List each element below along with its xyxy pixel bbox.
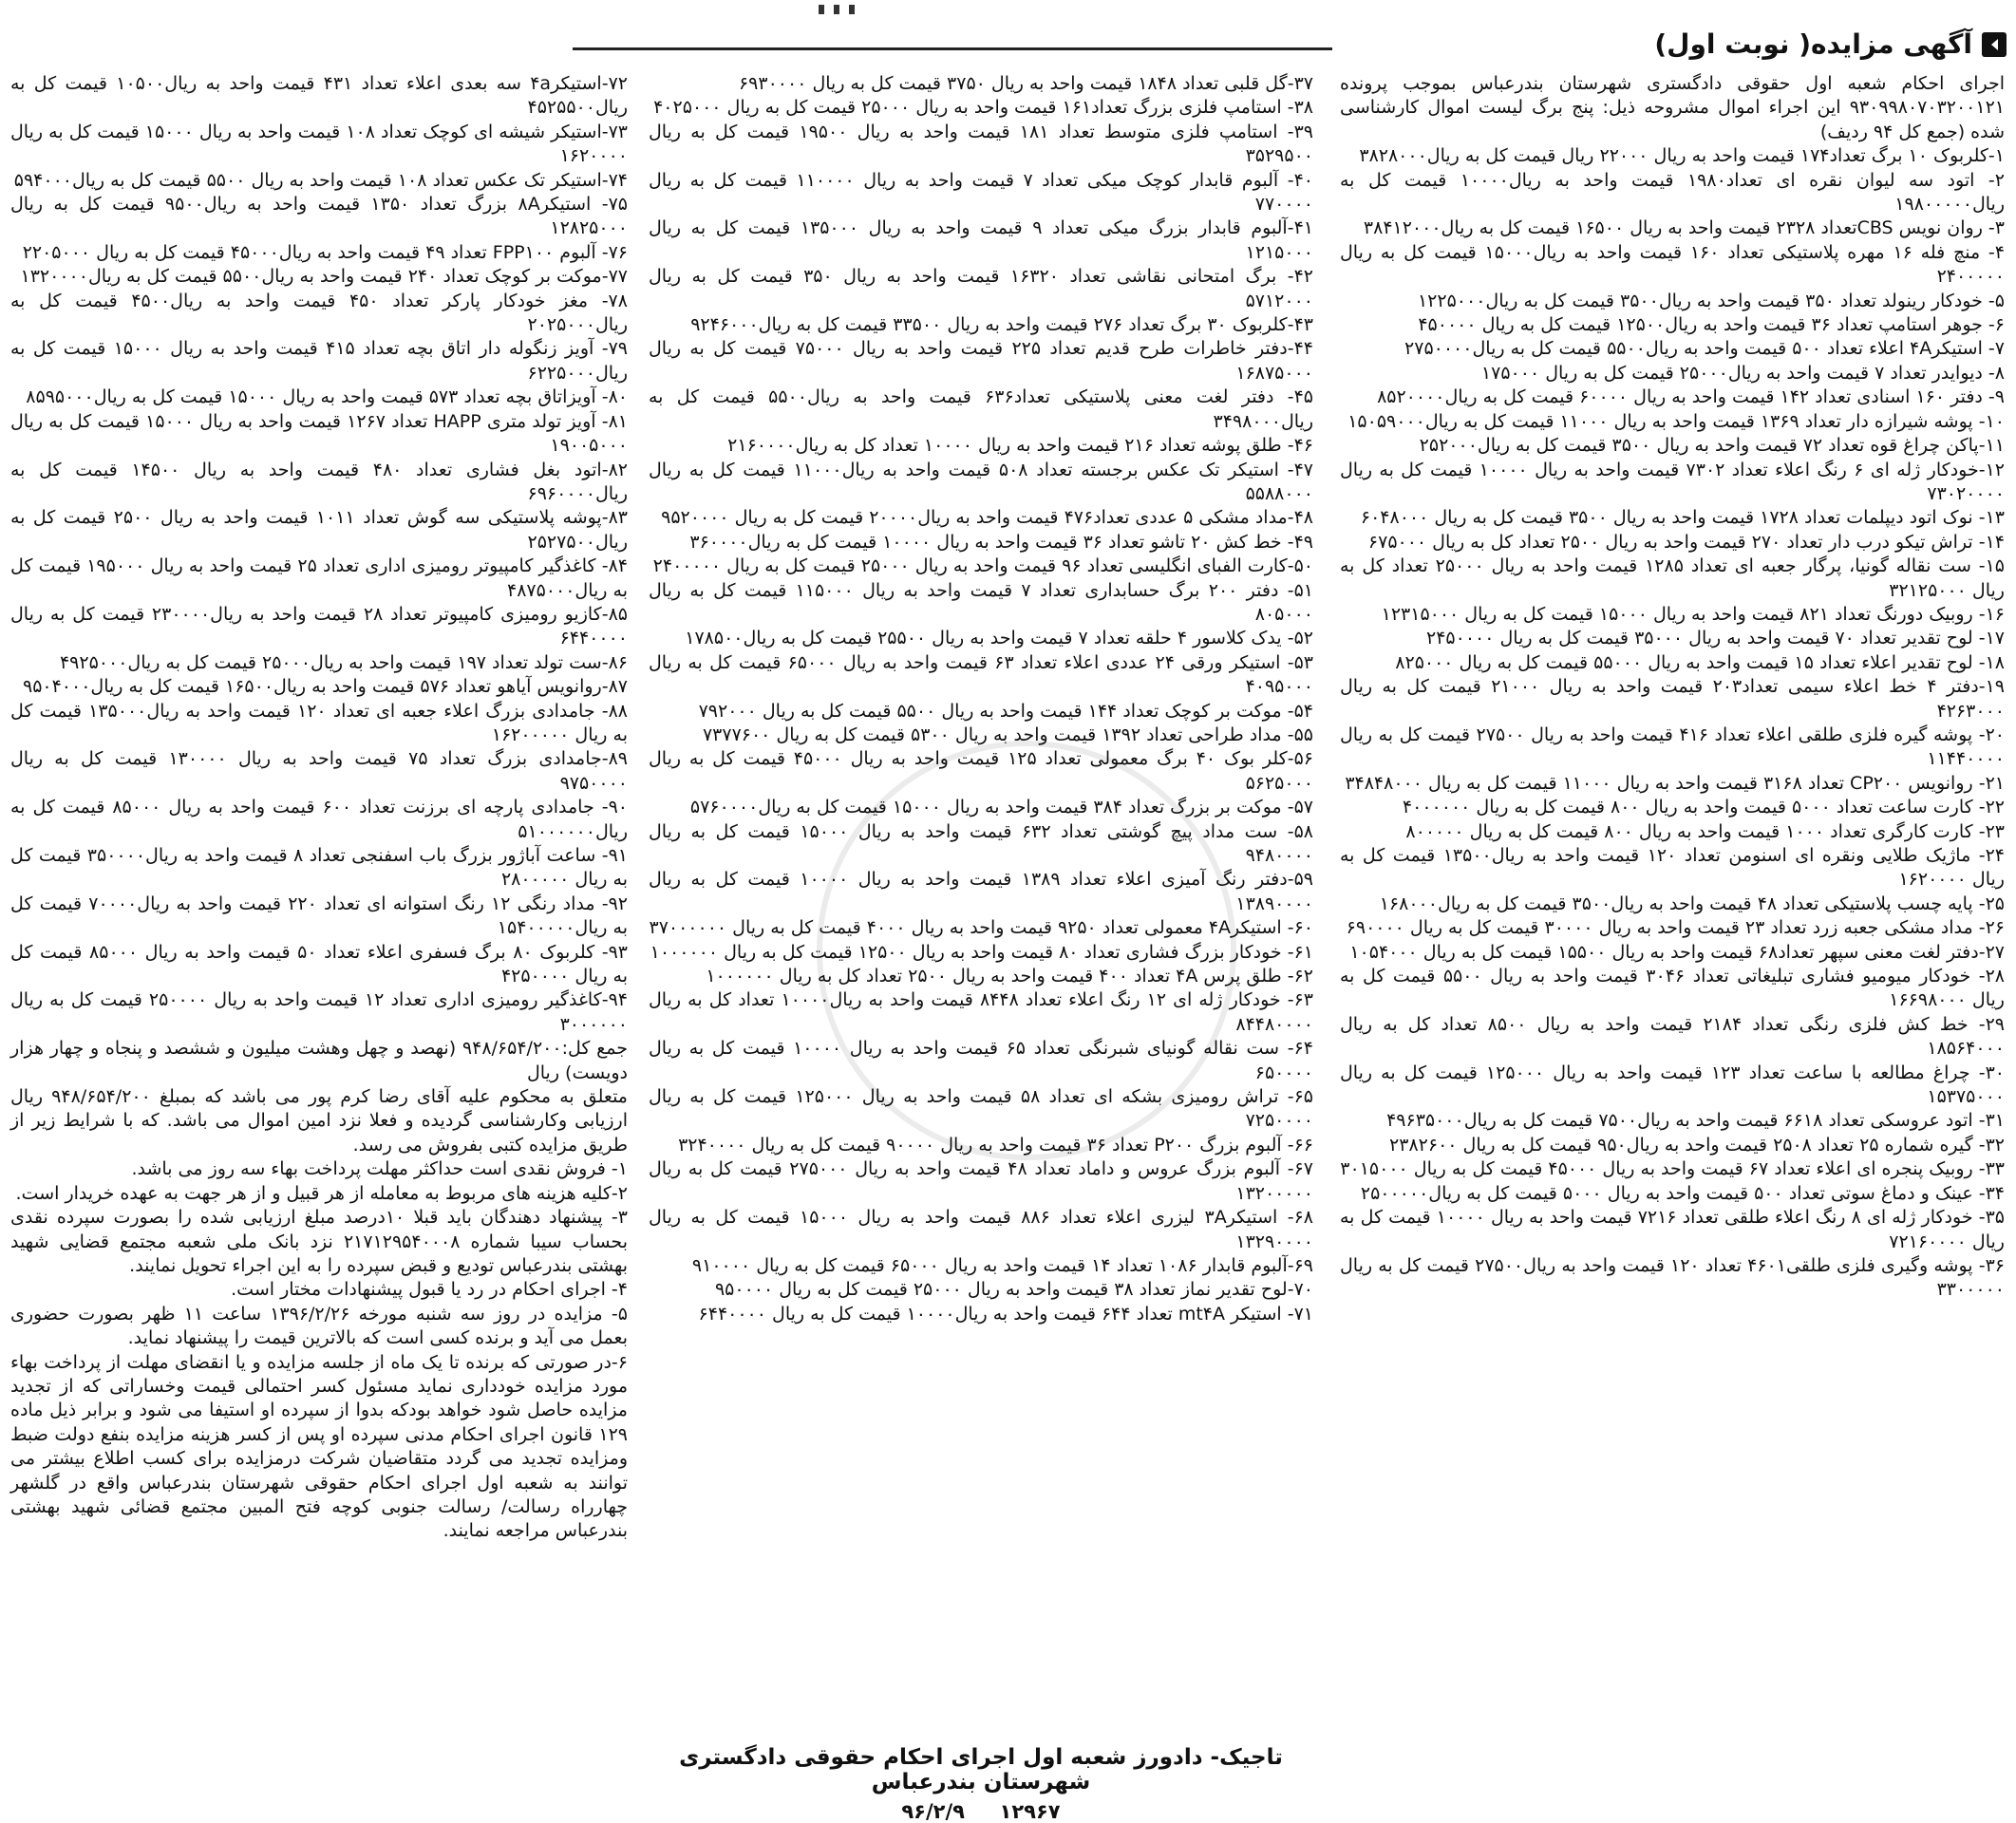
- list-item: ۷۲-استیکر۴a سه بعدی اعلاء تعداد ۴۳۱ قیمت واحد به ریال۱۰۵۰۰ قیمت کل به ریال۴۵۲۵۵۰۰: [10, 73, 628, 119]
- top-cut-marks: [665, 0, 855, 11]
- list-item: ۴۶- طلق پوشه تعداد ۲۱۶ قیمت واحد به ریال ۱۰۰۰۰ تعداد کل به ریال۲۱۶۰۰۰۰: [727, 435, 1313, 457]
- list-item: ۳۹- استامپ فلزی متوسط تعداد ۱۸۱ قیمت واحد به ریال ۱۹۵۰۰ قیمت کل به ریال ۳۵۲۹۵۰۰: [649, 121, 1314, 167]
- list-item: ۳۴- عینک و دماغ سوتی تعداد ۵۰۰ قیمت واحد به ریال ۵۰۰۰ قیمت کل به ریال۲۵۰۰۰۰۰: [1360, 1182, 2005, 1204]
- list-item: ۷- استیکر۴A اعلاء تعداد ۵۰۰ قیمت واحد به ریال۵۵۰۰ قیمت کل به ریال۲۷۵۰۰۰۰: [1404, 338, 2005, 360]
- list-item: ۶۸- استیکر۳A لیزری اعلاء تعداد ۸۸۶ قیمت واحد به ریال ۱۵۰۰۰ قیمت کل به ریال ۱۳۲۹۰۰۰۰: [649, 1207, 1314, 1252]
- list-item: ۷۳-استیکر شیشه ای کوچک تعداد ۱۰۸ قیمت واحد به ریال ۱۵۰۰۰ قیمت کل به ریال ۱۶۲۰۰۰۰: [10, 121, 628, 167]
- footer-ref: ۱۲۹۶۷: [999, 1800, 1061, 1823]
- list-item: ۵۰-کارت الفبای انگلیسی تعداد ۹۶ قیمت واحد به ریال ۲۵۰۰۰ قیمت کل به ریال ۲۴۰۰۰۰۰: [652, 555, 1313, 577]
- list-item: ۱۳- نوک اتود دیپلمات تعداد ۱۷۲۸ قیمت واحد به ریال ۳۵۰۰ قیمت کل به ریال ۶۰۴۸۰۰۰: [1360, 507, 2005, 529]
- list-item: ۶۴- ست نقاله گونیای شبرنگی تعداد ۶۵ قیمت واحد به ریال ۱۰۰۰۰ قیمت کل به ریال ۶۵۰۰۰۰: [649, 1038, 1313, 1083]
- list-item: ۵۲- یدک کلاسور ۴ حلقه تعداد ۷ قیمت واحد به ریال ۲۵۵۰۰ قیمت کل به ریال۱۷۸۵۰۰: [685, 628, 1313, 649]
- list-item: ۵۵- مداد طراحی تعداد ۱۳۹۲ قیمت واحد به ریال ۵۳۰۰ قیمت کل به ریال ۷۳۷۷۶۰۰: [702, 724, 1313, 745]
- list-item: ۳۳- روبیک پنجره ای اعلاء تعداد ۶۷ قیمت واحد به ریال ۴۵۰۰۰ قیمت کل به ریال ۳۰۱۵۰۰۰: [1340, 1158, 2005, 1180]
- list-item: ۶۹-آلبوم قابدار ۱۰۸۶ تعداد ۱۴ قیمت واحد به ریال ۶۵۰۰۰ قیمت کل به ریال ۹۱۰۰۰۰: [691, 1254, 1313, 1276]
- footer: [649, 1745, 1313, 1823]
- list-item: ۵۱- دفتر ۲۰۰ برگ حسابداری تعداد ۷ قیمت واحد به ریال ۱۱۵۰۰۰ قیمت کل به ریال ۸۰۵۰۰۰: [649, 579, 1313, 625]
- list-item: ۱۵- ست نقاله گونیا، پرگار جعبه ای تعداد ۱۲۸۵ قیمت واحد به ریال ۲۵۰۰۰ تعداد کل به ریال ۳۲۱۲۵۰۰۰: [1340, 555, 2005, 601]
- list-item: ۹۰- جامدادی پارچه ای برزنت تعداد ۶۰۰ قیمت واحد به ریال ۸۵۰۰۰ قیمت کل به ریال۵۱۰۰۰۰۰۰: [10, 797, 628, 842]
- list-item: ۲۴- ماژیک طلایی ونقره ای اسنومن تعداد ۱۲۰ قیمت واحد به ریال۱۳۵۰۰ قیمت کل به ریال ۱۶۲۰۰۰۰: [1340, 845, 2005, 891]
- list-item: ۱۸- لوح تقدیر اعلاء تعداد ۱۵ قیمت واحد به ریال ۵۵۰۰۰ قیمت کل به ریال ۸۲۵۰۰۰: [1395, 651, 2005, 673]
- list-item: ۴۱-آلبوم قابدار بزرگ میکی تعداد ۹ قیمت واحد به ریال ۱۳۵۰۰۰ قیمت کل به ریال ۱۲۱۵۰۰۰: [649, 217, 1313, 263]
- list-item: ۱۷- لوح تقدیر تعداد ۷۰ قیمت واحد به ریال ۳۵۰۰۰ قیمت کل به ریال ۲۴۵۰۰۰۰: [1426, 628, 2005, 649]
- list-item: ۲۸- خودکار میومیو فشاری تبلیغاتی تعداد ۳۰۴۶ قیمت واحد به ریال ۵۵۰۰ قیمت کل به ریال ۱۶۶۹۸۰۰۰: [1340, 966, 2005, 1011]
- list-item: ۷۵- استیکر۸A بزرگ تعداد ۱۳۵۰ قیمت واحد به ریال۹۵۰۰ قیمت کل به ریال ۱۲۸۲۵۰۰۰: [10, 194, 628, 239]
- list-item: ۸۵-کازیو رومیزی کامپیوتر تعداد ۲۸ قیمت واحد به ریال۲۳۰۰۰۰ قیمت کل به ریال ۶۴۴۰۰۰۰: [10, 603, 628, 649]
- list-item: ۱۹-دفتر ۴ خط اعلاء سیمی تعداد۲۰۳ قیمت واحد به ریال ۲۱۰۰۰ قیمت کل به ریال ۴۲۶۳۰۰۰: [1340, 676, 2006, 722]
- list-item: ۱۶- روبیک دورنگ تعداد ۸۲۱ قیمت واحد به ریال ۱۵۰۰۰ قیمت کل به ریال ۱۲۳۱۵۰۰۰: [1381, 603, 2005, 625]
- list-item: ۳۱- اتود عروسکی تعداد ۶۶۱۸ قیمت واحد به ریال۷۵۰۰ قیمت کل به ریال۴۹۶۳۵۰۰۰: [1386, 1110, 2005, 1132]
- list-item: ۷۸- مغز خودکار پارکر تعداد ۴۵۰ قیمت واحد به ریال۴۵۰۰ قیمت کل به ریال۲۰۲۵۰۰۰: [10, 290, 628, 336]
- header-rule: [573, 47, 1332, 50]
- list-item: ۲۹- خط کش فلزی رنگی تعداد ۲۱۸۴ قیمت واحد به ریال ۸۵۰۰ تعداد کل به ریال ۱۸۵۶۴۰۰۰: [1340, 1013, 2005, 1060]
- footer-ref-line: [649, 1800, 1313, 1823]
- footer-signature: تاجیک- دادورز شعبه اول اجرای احکام حقوقی دادگستری شهرستان بندرعباس: [679, 1745, 1283, 1795]
- list-item: ۶۶- آلبوم بزرگ P۲۰۰ تعداد ۳۶ قیمت واحد به ریال ۹۰۰۰۰ قیمت کل به ریال ۳۲۴۰۰۰۰: [678, 1134, 1313, 1156]
- list-item: ۸۰- آویزاتاق بچه تعداد ۵۷۳ قیمت واحد به ریال ۱۵۰۰۰ قیمت کل به ریال۸۵۹۵۰۰۰: [26, 386, 628, 408]
- list-item: ۴۵- دفتر لغت معنی پلاستیکی تعداد۶۳۶ قیمت واحد به ریال۵۵۰۰ قیمت کل به ریال۳۴۹۸۰۰۰: [649, 386, 1313, 432]
- list-item: ۳۶- پوشه وگیری فلزی طلقی۴۶۰۱ تعداد ۱۲۰ قیمت واحد به ریال۲۷۵۰۰ قیمت کل به ریال ۳۳۰۰۰۰۰: [1340, 1254, 2006, 1301]
- list-item: ۴۳-کلربوک ۳۰ برگ تعداد ۲۷۶ قیمت واحد به ریال ۳۳۵۰۰ قیمت کل به ریال۹۲۴۶۰۰۰: [690, 314, 1313, 336]
- list-item: ۳۸- استامپ فلزی بزرگ تعداد۱۶۱ قیمت واحد به ریال ۲۵۰۰۰ قیمت کل به ریال ۴۰۲۵۰۰۰: [653, 97, 1313, 119]
- list-item: ۳۲- گیره شماره ۲۵ تعداد ۲۵۰۸ قیمت واحد به ریال۹۵۰ قیمت کل به ریال ۲۳۸۲۶۰۰: [1389, 1134, 2005, 1156]
- list-item: ۴۴-دفتر خاطرات طرح قدیم تعداد ۲۲۵ قیمت واحد به ریال ۷۵۰۰۰ قیمت کل به ریال ۱۶۸۷۵۰۰۰: [649, 338, 1313, 384]
- arrow-icon: [1982, 32, 2007, 57]
- footer-date: ۹۶/۲/۹: [901, 1800, 965, 1823]
- list-item: ۹- دفتر ۱۶۰ اسنادی تعداد ۱۴۲ قیمت واحد به ریال ۶۰۰۰۰ قیمت کل به ریال۸۵۲۰۰۰۰: [1377, 386, 2005, 408]
- list-item: ۷۱- استیکر mt۴A تعداد ۶۴۴ قیمت واحد به ریال۱۰۰۰۰ قیمت کل به ریال ۶۴۴۰۰۰۰: [698, 1303, 1313, 1325]
- list-item: ۵۸- ست مداد پیچ گوشتی تعداد ۶۳۲ قیمت واحد به ریال ۱۵۰۰۰ قیمت کل به ریال ۹۴۸۰۰۰۰: [649, 820, 1313, 866]
- list-item: ۱۲-خودکار ژله ای ۶ رنگ اعلاء تعداد ۷۳۰۲ قیمت واحد به ریال ۱۰۰۰۰ قیمت کل به ریال ۷۳۰۲۰۰۰۰: [1340, 459, 2005, 504]
- list-item: ۷۶- آلبوم FPP۱۰۰ تعداد ۴۹ قیمت واحد به ریال۴۵۰۰۰ قیمت کل به ریال ۲۲۰۵۰۰۰: [22, 241, 628, 263]
- list-item: ۸۲-اتود بغل فشاری تعداد ۴۸۰ قیمت واحد به ریال ۱۴۵۰۰ قیمت کل به ریال۶۹۶۰۰۰۰: [10, 459, 628, 504]
- notice-title: آگهی مزایده( نوبت اول): [1654, 28, 1972, 60]
- list-item: ۶۵- تراش رومیزی بشکه ای تعداد ۵۸ قیمت واحد به ریال ۱۲۵۰۰۰ قیمت کل به ریال ۷۲۵۰۰۰۰: [649, 1086, 1314, 1132]
- list-item: ۲۶- مداد مشکی جعبه زرد تعداد ۲۳ قیمت واحد به ریال ۳۰۰۰۰ قیمت کل به ریال ۶۹۰۰۰۰: [1346, 917, 2005, 939]
- list-item: ۷۴-استیکر تک عکس تعداد ۱۰۸ قیمت واحد به ریال ۵۵۰۰ قیمت کل به ریال۵۹۴۰۰۰: [13, 169, 628, 191]
- intro-paragraph: اجرای احکام شعبه اول حقوقی دادگستری شهرستان بندرعباس بموجب پرونده ۹۳۰۹۹۸۰۷۰۳۲۰۰۱۲۱ این اجراء اموال مشروحه ذیل: پنج برگ لیست اموال کارشناسی شده (جمع کل ۹۴ ردیف): [1340, 73, 2005, 142]
- list-item: ۵- خودکار رینولد تعداد ۳۵۰ قیمت واحد به ریال۳۵۰۰ قیمت کل به ریال۱۲۲۵۰۰۰: [1417, 290, 2005, 311]
- list-item: ۱۰- پوشه شیرازه دار تعداد ۱۳۶۹ قیمت واحد به ریال ۱۱۰۰۰ قیمت کل به ریال۱۵۰۵۹۰۰۰: [1347, 410, 2005, 432]
- list-item: ۳۷-گل قلبی تعداد ۱۸۴۸ قیمت واحد به ریال ۳۷۵۰ قیمت کل به ریال ۶۹۳۰۰۰۰: [738, 73, 1313, 94]
- list-item: ۱۱-پاکن چراغ قوه تعداد ۷۲ قیمت واحد به ریال ۳۵۰۰ قیمت کل به ریال۲۵۲۰۰۰: [1419, 435, 2005, 457]
- list-item: ۸۳-پوشه پلاستیکی سه گوش تعداد ۱۰۱۱ قیمت واحد به ریال ۲۵۰۰ قیمت کل به ریال۲۵۲۷۵۰۰: [10, 507, 628, 553]
- list-item: ۷۰-لوح تقدیر نماز تعداد ۳۸ قیمت واحد به ریال ۲۵۰۰۰ قیمت کل به ریال ۹۵۰۰۰۰: [714, 1279, 1313, 1301]
- list-item: ۲- اتود سه لیوان نقره ای تعداد۱۹۸۰ قیمت واحد به ریال۱۰۰۰۰ قیمت کل به ریال۱۹۸۰۰۰۰۰: [1340, 169, 2005, 216]
- list-item: ۲۲- کارت ساعت تعداد ۵۰۰۰ قیمت واحد به ریال ۸۰۰ قیمت کل به ریال ۴۰۰۰۰۰۰: [1402, 797, 2005, 818]
- list-item: ۱-کلربوک ۱۰ برگ تعداد۱۷۴ قیمت واحد به ریال ۲۲۰۰۰ ریال قیمت کل به ریال۳۸۲۸۰۰۰: [1359, 145, 2005, 167]
- list-item: ۴۹- خط کش ۲۰ تاشو تعداد ۳۶ قیمت واحد به ریال ۱۰۰۰۰ قیمت کل به ریال۳۶۰۰۰۰: [689, 531, 1313, 553]
- list-item: ۳۵- خودکار ژله ای ۸ رنگ اعلاء طلقی تعداد ۷۲۱۶ قیمت واحد به ریال ۱۰۰۰۰ قیمت کل به ریال ۷۲۱۶۰۰۰۰: [1340, 1207, 2005, 1252]
- list-item: ۹۳- کلربوک ۸۰ برگ فسفری اعلاء تعداد ۵۰ قیمت واحد به ریال ۸۵۰۰۰ قیمت کل به ریال ۴۲۵۰۰۰۰: [10, 941, 629, 987]
- list-item: ۵۳- استیکر ورقی ۲۴ عددی اعلاء تعداد ۶۳ قیمت واحد به ریال ۶۵۰۰۰ قیمت کل به ریال ۴۰۹۵۰۰۰: [649, 651, 1313, 698]
- closing-paragraph: ۲-کلیه هزینه های مربوط به معامله از هر قبیل و از هر جهت به عهده خریدار است.: [15, 1182, 628, 1204]
- closing-paragraph: ۱- فروش نقدی است حداکثر مهلت پرداخت بهاء سه روز می باشد.: [131, 1158, 628, 1180]
- list-item: ۱۴- تراش تیکو درب دار تعداد ۲۷۰ قیمت واحد به ریال ۲۵۰۰ تعداد کل به ریال ۶۷۵۰۰۰: [1367, 531, 2005, 553]
- list-item: ۴۸-مداد مشکی ۵ عددی تعداد۴۷۶ قیمت واحد به ریال۲۰۰۰۰ قیمت کل به ریال ۹۵۲۰۰۰۰: [661, 507, 1313, 529]
- closing-paragraph: ۴- اجرای احکام در رد یا قبول پیشنهادات مختار است.: [231, 1279, 628, 1301]
- list-item: ۶۷- آلبوم بزرگ عروس و داماد تعداد ۴۸ قیمت واحد به ریال ۲۷۵۰۰۰ قیمت کل به ریال ۱۳۲۰۰۰۰۰: [649, 1158, 1313, 1204]
- list-item: ۶- جوهر استامپ تعداد ۳۶ قیمت واحد به ریال۱۲۵۰۰ قیمت کل به ریال ۴۵۰۰۰۰: [1418, 314, 2005, 336]
- list-item: ۸۶-ست تولد تعداد ۱۹۷ قیمت واحد به ریال۲۵۰۰۰ قیمت کل به ریال۴۹۲۵۰۰۰: [59, 651, 628, 673]
- list-item: ۸۷-روانویس آیاهو تعداد ۵۷۶ قیمت واحد به ریال۱۶۵۰۰ قیمت کل به ریال۹۵۰۴۰۰۰: [22, 676, 628, 698]
- list-item: ۷۷-موکت بر کوچک تعداد ۲۴۰ قیمت واحد به ریال۵۵۰۰ قیمت کل به ریال۱۳۲۰۰۰۰: [20, 266, 628, 288]
- list-item: ۲۳- کارت کارگری تعداد ۱۰۰۰ قیمت واحد به ریال ۸۰۰ قیمت کل به ریال ۸۰۰۰۰۰: [1405, 820, 2005, 842]
- list-item: ۸۸- جامدادی بزرگ اعلاء جعبه ای تعداد ۱۲۰ قیمت واحد به ریال۱۳۵۰۰۰ قیمت کل به ریال ۱۶۲۰۰۰۰۰: [10, 700, 628, 745]
- list-item: ۲۵- پایه چسب پلاستیکی تعداد ۴۸ قیمت واحد به ریال۳۵۰۰ قیمت کل به ریال۱۶۸۰۰۰: [1379, 893, 2005, 914]
- list-item: ۴۰- آلبوم قابدار کوچک میکی تعداد ۷ قیمت واحد به ریال ۱۱۰۰۰۰ قیمت کل به ریال ۷۷۰۰۰۰: [649, 169, 1313, 216]
- list-item: ۴۲- برگ امتحانی نقاشی تعداد ۱۶۳۲۰ قیمت واحد به ریال ۳۵۰ قیمت کل به ریال ۵۷۱۲۰۰۰: [649, 266, 1313, 311]
- list-item: ۵۷- موکت بر بزرگ تعداد ۳۸۴ قیمت واحد به ریال ۱۵۰۰۰ قیمت کل به ریال۵۷۶۰۰۰۰: [689, 797, 1313, 818]
- list-item: ۳۰- چراغ مطالعه با ساعت تعداد ۱۲۳ قیمت واحد به ریال ۱۲۵۰۰۰ قیمت کل به ریال ۱۵۳۷۵۰۰۰: [1340, 1062, 2006, 1108]
- list-item: ۹۲- مداد رنگی ۱۲ رنگ استوانه ای تعداد ۲۲۰ قیمت واحد به ریال۷۰۰۰۰ قیمت کل به ریال۱۵۴۰۰۰۰۰: [10, 893, 628, 939]
- closing-paragraph: ۵- مزایده در روز سه شنبه مورخه ۱۳۹۶/۲/۲۶ ساعت ۱۱ ظهر بصورت حضوری بعمل می آید و برنده کسی است که بالاترین قیمت را پیشنهاد نماید.: [10, 1303, 628, 1349]
- column-left: [10, 72, 628, 1544]
- closing-paragraph: متعلق به محکوم علیه آقای رضا کرم پور می باشد که بمبلغ ۹۴۸/۶۵۴/۲۰۰ ریال ارزیابی وکارشناسی گردیده و فعلا نزد امین اموال می باشد. که با شرایط زیر از طریق مزایده کتبی بفروش می رسد.: [10, 1086, 628, 1156]
- list-item: ۵۹-دفتر رنگ آمیزی اعلاء تعداد ۱۳۸۹ قیمت واحد به ریال ۱۰۰۰۰ قیمت کل به ریال ۱۳۸۹۰۰۰۰: [649, 869, 1313, 914]
- list-item: ۴۷- استیکر تک عکس برجسته تعداد ۵۰۸ قیمت واحد به ریال۱۱۰۰۰ قیمت کل به ریال ۵۵۸۸۰۰۰: [649, 459, 1313, 504]
- list-item: ۸۹-جامدادی بزرگ تعداد ۷۵ قیمت واحد به ریال ۱۳۰۰۰۰ قیمت کل به ریال ۹۷۵۰۰۰۰: [10, 748, 629, 794]
- list-item: ۳- روان نویس CBSتعداد ۲۳۲۸ قیمت واحد به ریال ۱۶۵۰۰ قیمت کل به ریال۳۸۴۱۲۰۰۰: [1363, 217, 2005, 239]
- list-item: ۶۳- خودکار ژله ای ۱۲ رنگ اعلاء تعداد ۸۴۴۸ قیمت واحد به ریال۱۰۰۰۰ تعداد کل به ریال ۸۴۴۸۰۰۰۰: [649, 989, 1313, 1035]
- list-item: ۸۱- آویز تولد متری HAPP تعداد ۱۲۶۷ قیمت واحد به ریال ۱۵۰۰۰ قیمت کل به ریال ۱۹۰۰۵۰۰۰: [10, 410, 629, 457]
- list-item: ۲۱- روانویس CP۲۰۰ تعداد ۳۱۶۸ قیمت واحد به ریال ۱۱۰۰۰ قیمت کل به ریال ۳۴۸۴۸۰۰۰: [1345, 772, 2005, 794]
- list-item: ۲۰- پوشه گیره فلزی طلقی اعلاء تعداد ۴۱۶ قیمت واحد به ریال ۲۷۵۰۰ قیمت کل به ریال ۱۱۴۴۰۰۰۰: [1340, 724, 2006, 770]
- list-item: ۷۹- آویز زنگوله دار اتاق بچه تعداد ۴۱۵ قیمت واحد به ریال ۱۵۰۰۰ قیمت کل به ریال۶۲۲۵۰۰۰: [10, 338, 628, 384]
- list-item: ۴- منچ فله ۱۶ مهره پلاستیکی تعداد ۱۶۰ قیمت واحد به ریال۱۵۰۰۰ قیمت کل به ریال ۲۴۰۰۰۰۰: [1340, 241, 2005, 288]
- closing-paragraph: ۶-در صورتی که برنده تا یک ماه از جلسه مزایده و یا انقضای مهلت از پرداخت بهاء مورد مزایده خودداری نماید مسئول کسر احتمالی قیمت وخساراتی که از تجدید مزایده حاصل شود خواهد بودکه بدوا از سپرده او استیفا می شود و برابر ذیل ماده ۱۲۹ قانون اجرای احکام مدنی سپرده او پس از کسر هزینه مزایده بنفع دولت ضبط ومزایده تجدید می گردد متقاضیان شرکت درمزایده برای کسب اطلاع بیشتر می توانند به شعبه اول اجرای احکام حقوقی شهرستان بندرعباس واقع در گلشهر چهارراه رسالت/ رسالت جنوبی کوچه فتح المبین مجتمع قضائی شهید بهشتی بندرعباس مراجعه نمایند.: [10, 1351, 628, 1542]
- notice-header: [1332, 28, 2007, 66]
- list-item: ۹۱- ساعت آباژور بزرگ باب اسفنجی تعداد ۸ قیمت واحد به ریال۳۵۰۰۰۰ قیمت کل به ریال ۲۸۰۰۰۰۰: [10, 845, 628, 891]
- list-item: ۸۴- کاغذگیر کامپیوتر رومیزی اداری تعداد ۲۵ قیمت واحد به ریال ۱۹۵۰۰۰ قیمت کل به ریال۴۸۷۵۰۰۰: [10, 555, 628, 601]
- list-item: ۲۷-دفتر لغت معنی سپهر تعداد۶۸ قیمت واحد به ریال ۱۵۵۰۰ قیمت کل به ریال ۱۰۵۴۰۰۰: [1349, 941, 2005, 963]
- column-middle: [649, 72, 1313, 1326]
- closing-paragraph: ۳- پیشنهاد دهندگان باید قبلا ۱۰درصد مبلغ ارزیابی شده را بصورت سپرده نقدی بحساب سیبا شماره ۲۱۷۱۲۹۵۴۰۰۰۸ نزد بانک ملی شعبه مجتمع قضایی شهید بهشتی بندرعباس تودیع و قبض سپرده را به این اجراء تحویل نمایند.: [10, 1207, 629, 1276]
- list-item: ۵۴- موکت بر کوچک تعداد ۱۴۴ قیمت واحد به ریال ۵۵۰۰ قیمت کل به ریال ۷۹۲۰۰۰: [698, 700, 1313, 722]
- list-item: ۶۲- طلق پرس ۴A تعداد ۴۰۰ قیمت واحد به ریال ۲۵۰۰ تعداد کل به ریال ۱۰۰۰۰۰۰: [706, 966, 1313, 987]
- list-item: ۶۱- خودکار بزرگ فشاری تعداد ۸۰ قیمت واحد به ریال ۱۲۵۰۰ قیمت کل به ریال ۱۰۰۰۰۰۰: [650, 941, 1313, 963]
- list-item: ۶۰- استیکر۴A معمولی تعداد ۹۲۵۰ قیمت واحد به ریال ۴۰۰۰ قیمت کل به ریال ۳۷۰۰۰۰۰۰: [649, 917, 1313, 939]
- closing-paragraph: جمع کل:۹۴۸/۶۵۴/۲۰۰ (نهصد و چهل وهشت میلیون و ششصد و پنجاه و چهار هزار دویست) ریال: [10, 1038, 628, 1083]
- column-right: [1340, 72, 2005, 1303]
- list-item: ۸- دیوایدر تعداد ۷ قیمت واحد به ریال۲۵۰۰۰ قیمت کل به ریال ۱۷۵۰۰۰: [1480, 362, 2005, 384]
- list-item: ۵۶-کلر بوک ۴۰ برگ معمولی تعداد ۱۲۵ قیمت واحد به ریال ۴۵۰۰۰ قیمت کل به ریال ۵۶۲۵۰۰۰: [649, 748, 1313, 794]
- list-item: ۹۴-کاغذگیر رومیزی اداری تعداد ۱۲ قیمت واحد به ریال ۲۵۰۰۰۰ قیمت کل به ریال ۳۰۰۰۰۰۰: [10, 989, 628, 1035]
